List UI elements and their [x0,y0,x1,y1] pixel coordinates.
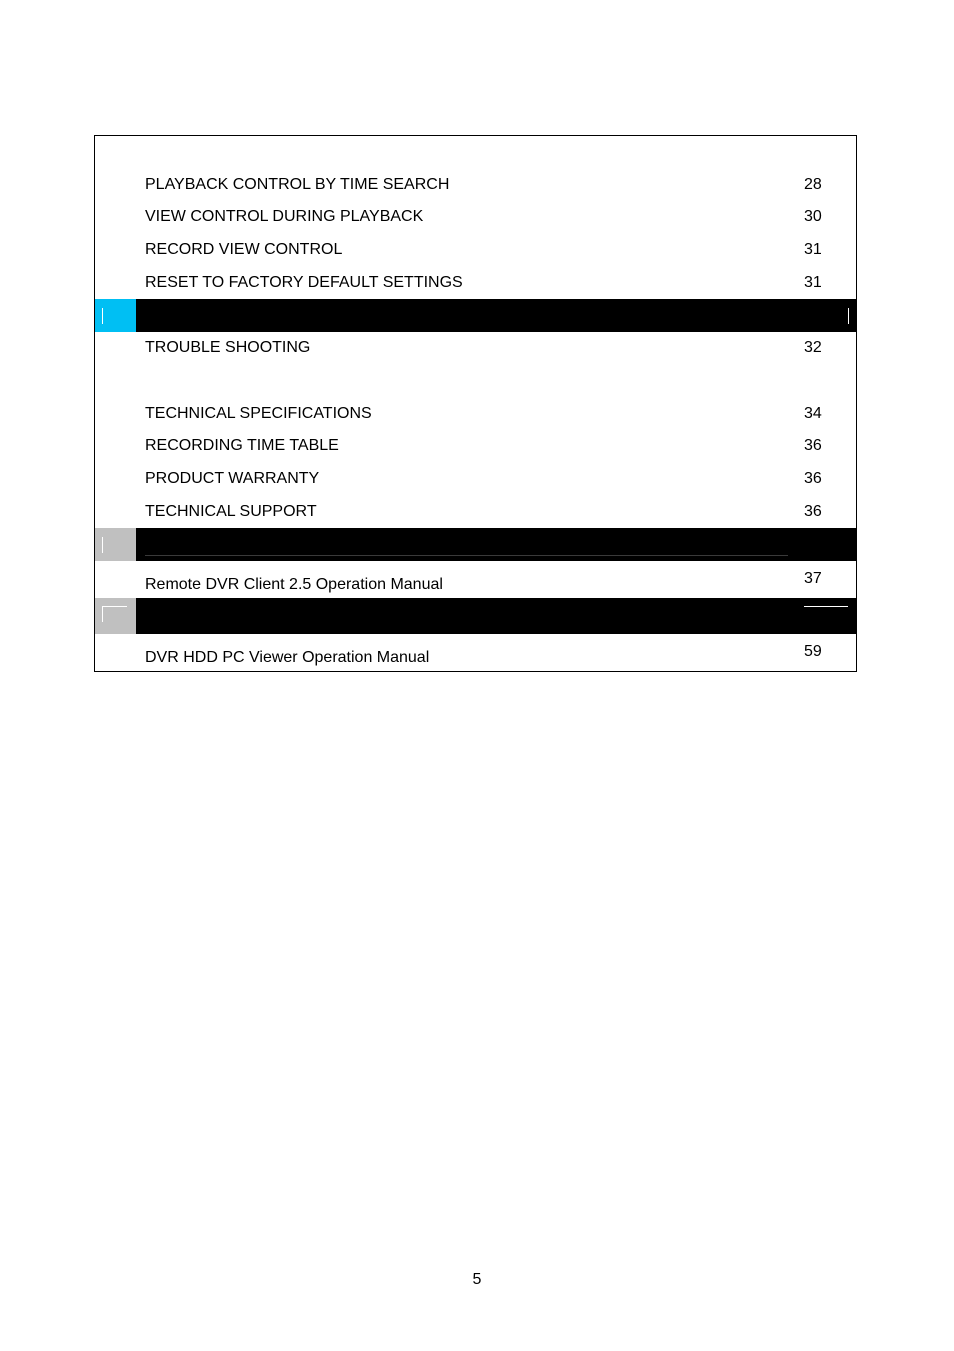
toc-entry[interactable] [95,501,856,523]
section-tab [95,598,136,634]
toc-entry-title: PLAYBACK CONTROL BY TIME SEARCH [145,176,450,193]
toc-entry-page: 59 [804,643,822,660]
toc-entry[interactable] [95,174,856,196]
toc-entry-page: 31 [804,241,822,258]
toc-entry-page: 34 [804,405,822,422]
section-band [95,598,856,634]
section-band [95,299,856,332]
section-band [95,528,856,561]
toc-entry[interactable] [95,643,856,669]
toc-entry[interactable] [95,239,856,261]
toc-entry-title: PRODUCT WARRANTY [145,470,320,487]
toc-entry-title: RECORDING TIME TABLE [145,437,339,454]
section-tab [95,299,136,332]
toc-entry-page: 36 [804,470,822,487]
toc-entry-title: DVR HDD PC Viewer Operation Manual [145,649,430,666]
toc-entry-title: Remote DVR Client 2.5 Operation Manual [145,576,443,593]
section-tab [95,528,136,561]
tab-divider [102,537,103,553]
tab-divider [102,308,103,324]
tab-divider [102,606,103,622]
toc-entry-title: TECHNICAL SPECIFICATIONS [145,405,372,422]
band-rule [804,606,848,607]
toc-entry[interactable] [95,570,856,596]
toc-entry-title: TECHNICAL SUPPORT [145,503,317,520]
toc-entry-title: VIEW CONTROL DURING PLAYBACK [145,208,424,225]
toc-entry-page: 28 [804,176,822,193]
band-rule [145,555,788,556]
toc-entry[interactable] [95,337,856,359]
toc-entry-page: 37 [804,570,822,587]
toc-entry[interactable] [95,403,856,425]
toc-entry-title: RECORD VIEW CONTROL [145,241,343,258]
toc-entry-title: RESET TO FACTORY DEFAULT SETTINGS [145,274,463,291]
toc-entry-page: 30 [804,208,822,225]
toc-entry[interactable] [95,206,856,228]
tab-corner [102,606,127,607]
toc-entry-page: 36 [804,437,822,454]
toc-entry-page: 32 [804,339,822,356]
toc-entry-page: 36 [804,503,822,520]
toc-entry[interactable] [95,435,856,457]
page-number: 5 [472,1271,482,1288]
toc-entry[interactable] [95,468,856,490]
toc-entry-title: TROUBLE SHOOTING [145,339,311,356]
table-of-contents [94,135,857,672]
toc-entry-page: 31 [804,274,822,291]
band-divider [848,308,849,324]
toc-entry[interactable] [95,272,856,294]
